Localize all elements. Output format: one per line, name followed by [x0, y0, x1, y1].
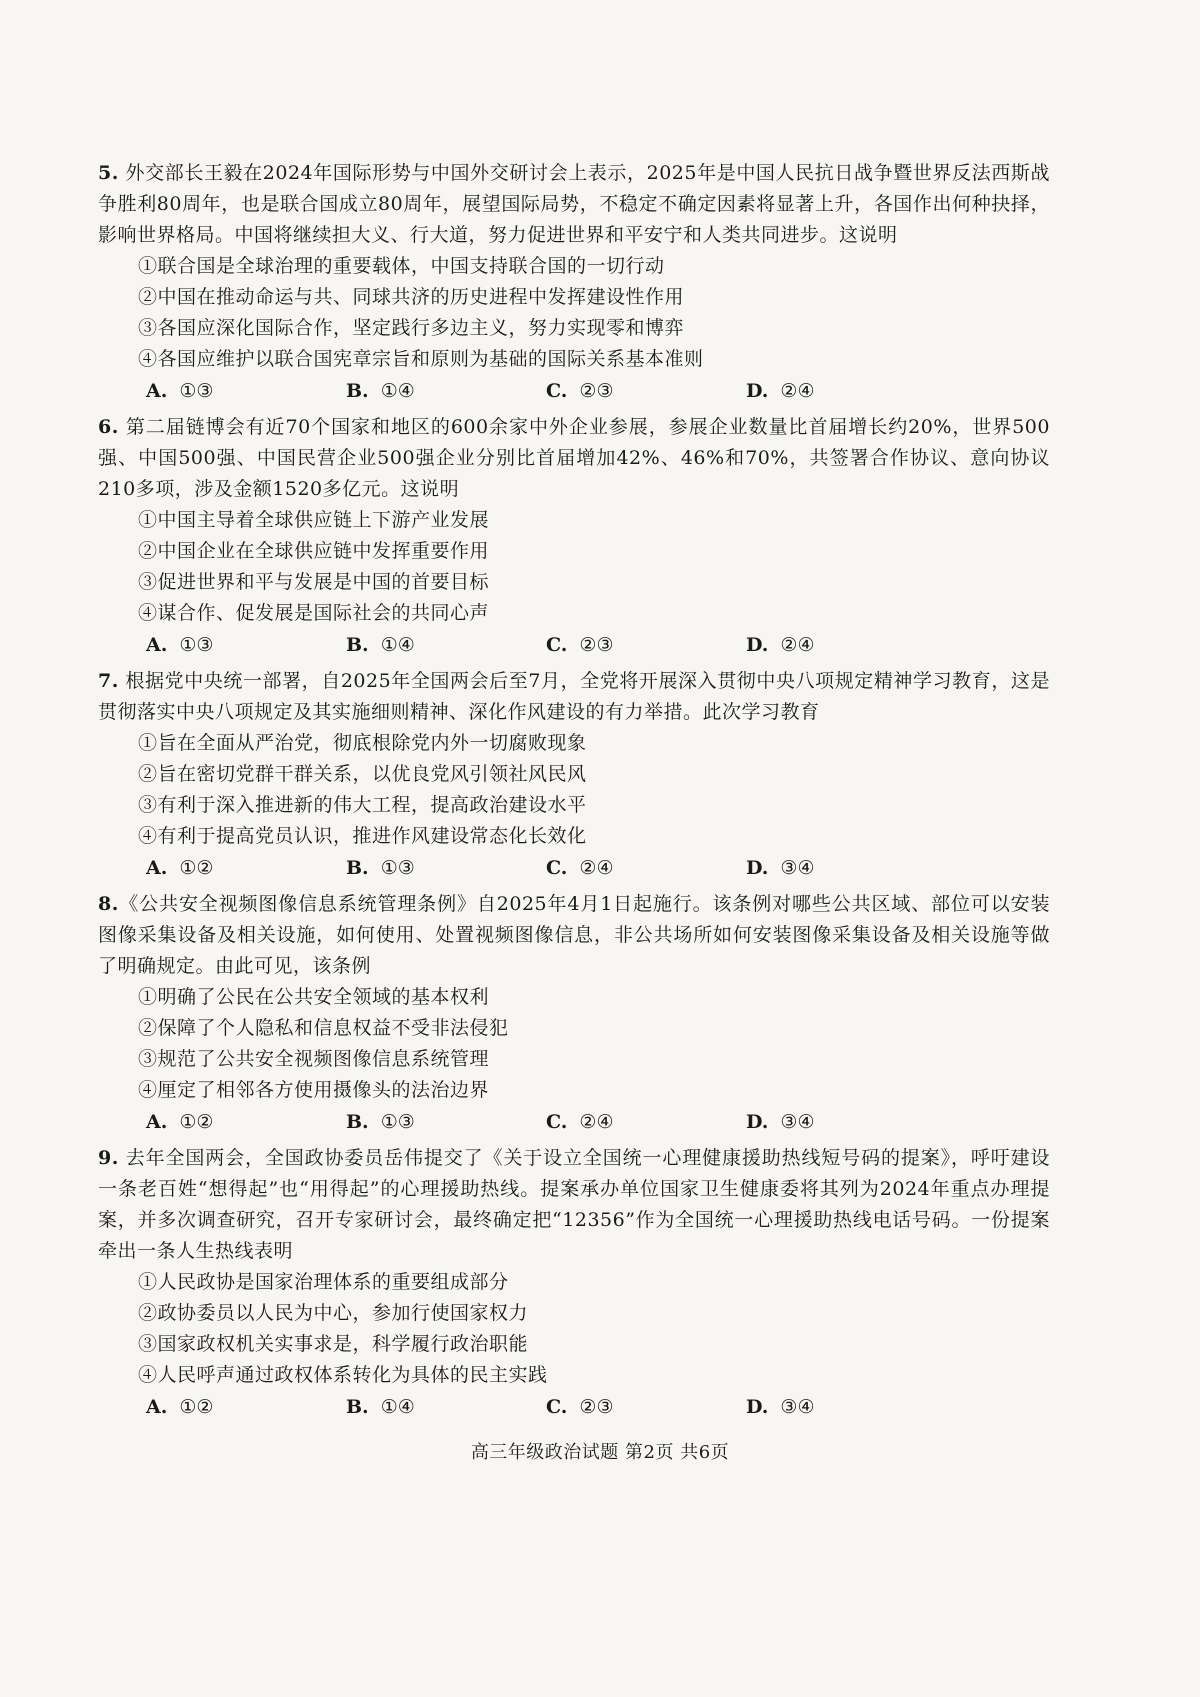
choice-letter: B. — [346, 1396, 369, 1418]
statement-1: ①旨在全面从严治党，彻底根除党内外一切腐败现象 — [138, 732, 587, 754]
choice-b[interactable] — [346, 852, 546, 885]
choice-letter: C. — [546, 380, 568, 402]
question-stem — [98, 666, 1050, 728]
question-5 — [98, 158, 1050, 408]
question-text: 《公共安全视频图像信息系统管理条例》自2025年4月1日起施行。该条例对哪些公共区域、部位可以安装图像采集设备及相关设施，如何使用、处置视频图像信息，非公共场所如何安装图像采集设备及相关设施等做了明确规定。由此可见，该条例 — [98, 893, 1050, 977]
statement-1: ①联合国是全球治理的重要载体，中国支持联合国的一切行动 — [138, 255, 665, 277]
choice-letter: C. — [546, 634, 568, 656]
choice-value: ③④ — [780, 857, 815, 879]
question-9 — [98, 1143, 1050, 1424]
choice-letter: A. — [146, 1111, 168, 1133]
statement-4: ④谋合作、促发展是国际社会的共同心声 — [138, 602, 490, 624]
answer-choices — [98, 852, 1050, 885]
choice-value: ①② — [179, 857, 214, 879]
question-8 — [98, 889, 1050, 1139]
choice-d[interactable] — [746, 629, 946, 662]
choice-d[interactable] — [746, 1106, 946, 1139]
statement-4: ④有利于提高党员认识，推进作风建设常态化长效化 — [138, 825, 587, 847]
statement-2: ②保障了个人隐私和信息权益不受非法侵犯 — [138, 1017, 509, 1039]
statement-2: ②中国在推动命运与共、同球共济的历史进程中发挥建设性作用 — [138, 286, 685, 308]
statement-3: ③国家政权机关实事求是，科学履行政治职能 — [138, 1333, 529, 1355]
choice-value: ②③ — [579, 634, 614, 656]
question-text: 第二届链博会有近70个国家和地区的600余家中外企业参展，参展企业数量比首届增长约20%，世界500强、中国500强、中国民营企业500强企业分别比首届增加42%、46%和70%，共签署合作协议、意向协议210多项，涉及金额1520多亿元。这说明 — [98, 416, 1050, 500]
choice-value: ①③ — [380, 857, 415, 879]
question-text: 去年全国两会，全国政协委员岳伟提交了《关于设立全国统一心理健康援助热线短号码的提案》，呼吁建设一条老百姓“想得起”也“用得起”的心理援助热线。提案承办单位国家卫生健康委将其列为2024年重点办理提案，并多次调查研究，召开专家研讨会，最终确定把“12356”作为全国统一心理援助热线电话号码。一份提案牵出一条人生热线表明 — [98, 1147, 1050, 1262]
choice-value: ③④ — [780, 1111, 815, 1133]
choice-letter: B. — [346, 380, 369, 402]
choice-c[interactable] — [546, 852, 746, 885]
choice-letter: C. — [546, 1111, 568, 1133]
choice-value: ①④ — [380, 634, 415, 656]
choice-b[interactable] — [346, 1106, 546, 1139]
choice-value: ②③ — [579, 380, 614, 402]
choice-letter: D. — [746, 857, 769, 879]
choice-c[interactable] — [546, 375, 746, 408]
choice-letter: A. — [146, 380, 168, 402]
choice-c[interactable] — [546, 1391, 746, 1424]
question-number: 7. — [98, 670, 119, 692]
statement-3: ③有利于深入推进新的伟大工程，提高政治建设水平 — [138, 794, 587, 816]
choice-a[interactable] — [146, 375, 346, 408]
statement-4: ④各国应维护以联合国宪章宗旨和原则为基础的国际关系基本准则 — [138, 348, 704, 370]
choice-letter: B. — [346, 1111, 369, 1133]
choice-value: ②④ — [780, 380, 815, 402]
statement-3: ③促进世界和平与发展是中国的首要目标 — [138, 571, 490, 593]
choice-letter: C. — [546, 1396, 568, 1418]
choice-value: ②④ — [780, 634, 815, 656]
choice-letter: D. — [746, 634, 769, 656]
choice-letter: D. — [746, 1111, 769, 1133]
choice-value: ①④ — [380, 1396, 415, 1418]
statement-3: ③各国应深化国际合作，坚定践行多边主义，努力实现零和博弈 — [138, 317, 685, 339]
question-number: 9. — [98, 1147, 119, 1169]
question-stem — [98, 889, 1050, 982]
statement-1: ①人民政协是国家治理体系的重要组成部分 — [138, 1271, 509, 1293]
question-stem — [98, 158, 1050, 251]
choice-value: ①③ — [179, 380, 214, 402]
statement-1: ①明确了公民在公共安全领域的基本权利 — [138, 986, 490, 1008]
statement-2: ②中国企业在全球供应链中发挥重要作用 — [138, 540, 490, 562]
choice-value: ①② — [179, 1111, 214, 1133]
choice-letter: C. — [546, 857, 568, 879]
choice-letter: B. — [346, 857, 369, 879]
choice-letter: B. — [346, 634, 369, 656]
question-number: 5. — [98, 162, 119, 184]
statement-1: ①中国主导着全球供应链上下游产业发展 — [138, 509, 490, 531]
choice-value: ①④ — [380, 380, 415, 402]
question-7 — [98, 666, 1050, 885]
choice-a[interactable] — [146, 629, 346, 662]
statement-4: ④厘定了相邻各方使用摄像头的法治边界 — [138, 1079, 490, 1101]
question-stem — [98, 1143, 1050, 1267]
answer-choices — [98, 375, 1050, 408]
statement-2: ②政协委员以人民为中心，参加行使国家权力 — [138, 1302, 529, 1324]
choice-d[interactable] — [746, 375, 946, 408]
question-6 — [98, 412, 1050, 662]
choice-letter: A. — [146, 634, 168, 656]
choice-value: ①③ — [380, 1111, 415, 1133]
choice-value: ①② — [179, 1396, 214, 1418]
answer-choices — [98, 629, 1050, 662]
question-stem — [98, 412, 1050, 505]
choice-a[interactable] — [146, 1391, 346, 1424]
choice-letter: A. — [146, 1396, 168, 1418]
choice-letter: D. — [746, 1396, 769, 1418]
choice-value: ②④ — [579, 1111, 614, 1133]
choice-b[interactable] — [346, 1391, 546, 1424]
question-text: 外交部长王毅在2024年国际形势与中国外交研讨会上表示，2025年是中国人民抗日战争暨世界反法西斯战争胜利80周年，也是联合国成立80周年，展望国际局势，不稳定不确定因素将显著上升，各国作出何种抉择，影响世界格局。中国将继续担大义、行大道，努力促进世界和平安宁和人类共同进步。这说明 — [98, 162, 1050, 246]
choice-value: ②④ — [579, 857, 614, 879]
question-number: 6. — [98, 416, 119, 438]
choice-letter: D. — [746, 380, 769, 402]
choice-b[interactable] — [346, 629, 546, 662]
choice-d[interactable] — [746, 852, 946, 885]
question-text: 根据党中央统一部署，自2025年全国两会后至7月，全党将开展深入贯彻中央八项规定精神学习教育，这是贯彻落实中央八项规定及其实施细则精神、深化作风建设的有力举措。此次学习教育 — [98, 670, 1050, 723]
question-number: 8. — [98, 893, 119, 915]
choice-b[interactable] — [346, 375, 546, 408]
choice-value: ③④ — [780, 1396, 815, 1418]
choice-a[interactable] — [146, 1106, 346, 1139]
choice-value: ②③ — [579, 1396, 614, 1418]
statement-3: ③规范了公共安全视频图像信息系统管理 — [138, 1048, 490, 1070]
page-footer: 高三年级政治试题 第2页 共6页 — [470, 1442, 730, 1463]
statement-4: ④人民呼声通过政权体系转化为具体的民主实践 — [138, 1364, 548, 1386]
choice-c[interactable] — [546, 1106, 746, 1139]
choice-a[interactable] — [146, 852, 346, 885]
answer-choices — [98, 1106, 1050, 1139]
choice-d[interactable] — [746, 1391, 946, 1424]
choice-c[interactable] — [546, 629, 746, 662]
choice-value: ①③ — [179, 634, 214, 656]
answer-choices — [98, 1391, 1050, 1424]
statement-2: ②旨在密切党群干群关系，以优良党风引领社风民风 — [138, 763, 587, 785]
choice-letter: A. — [146, 857, 168, 879]
